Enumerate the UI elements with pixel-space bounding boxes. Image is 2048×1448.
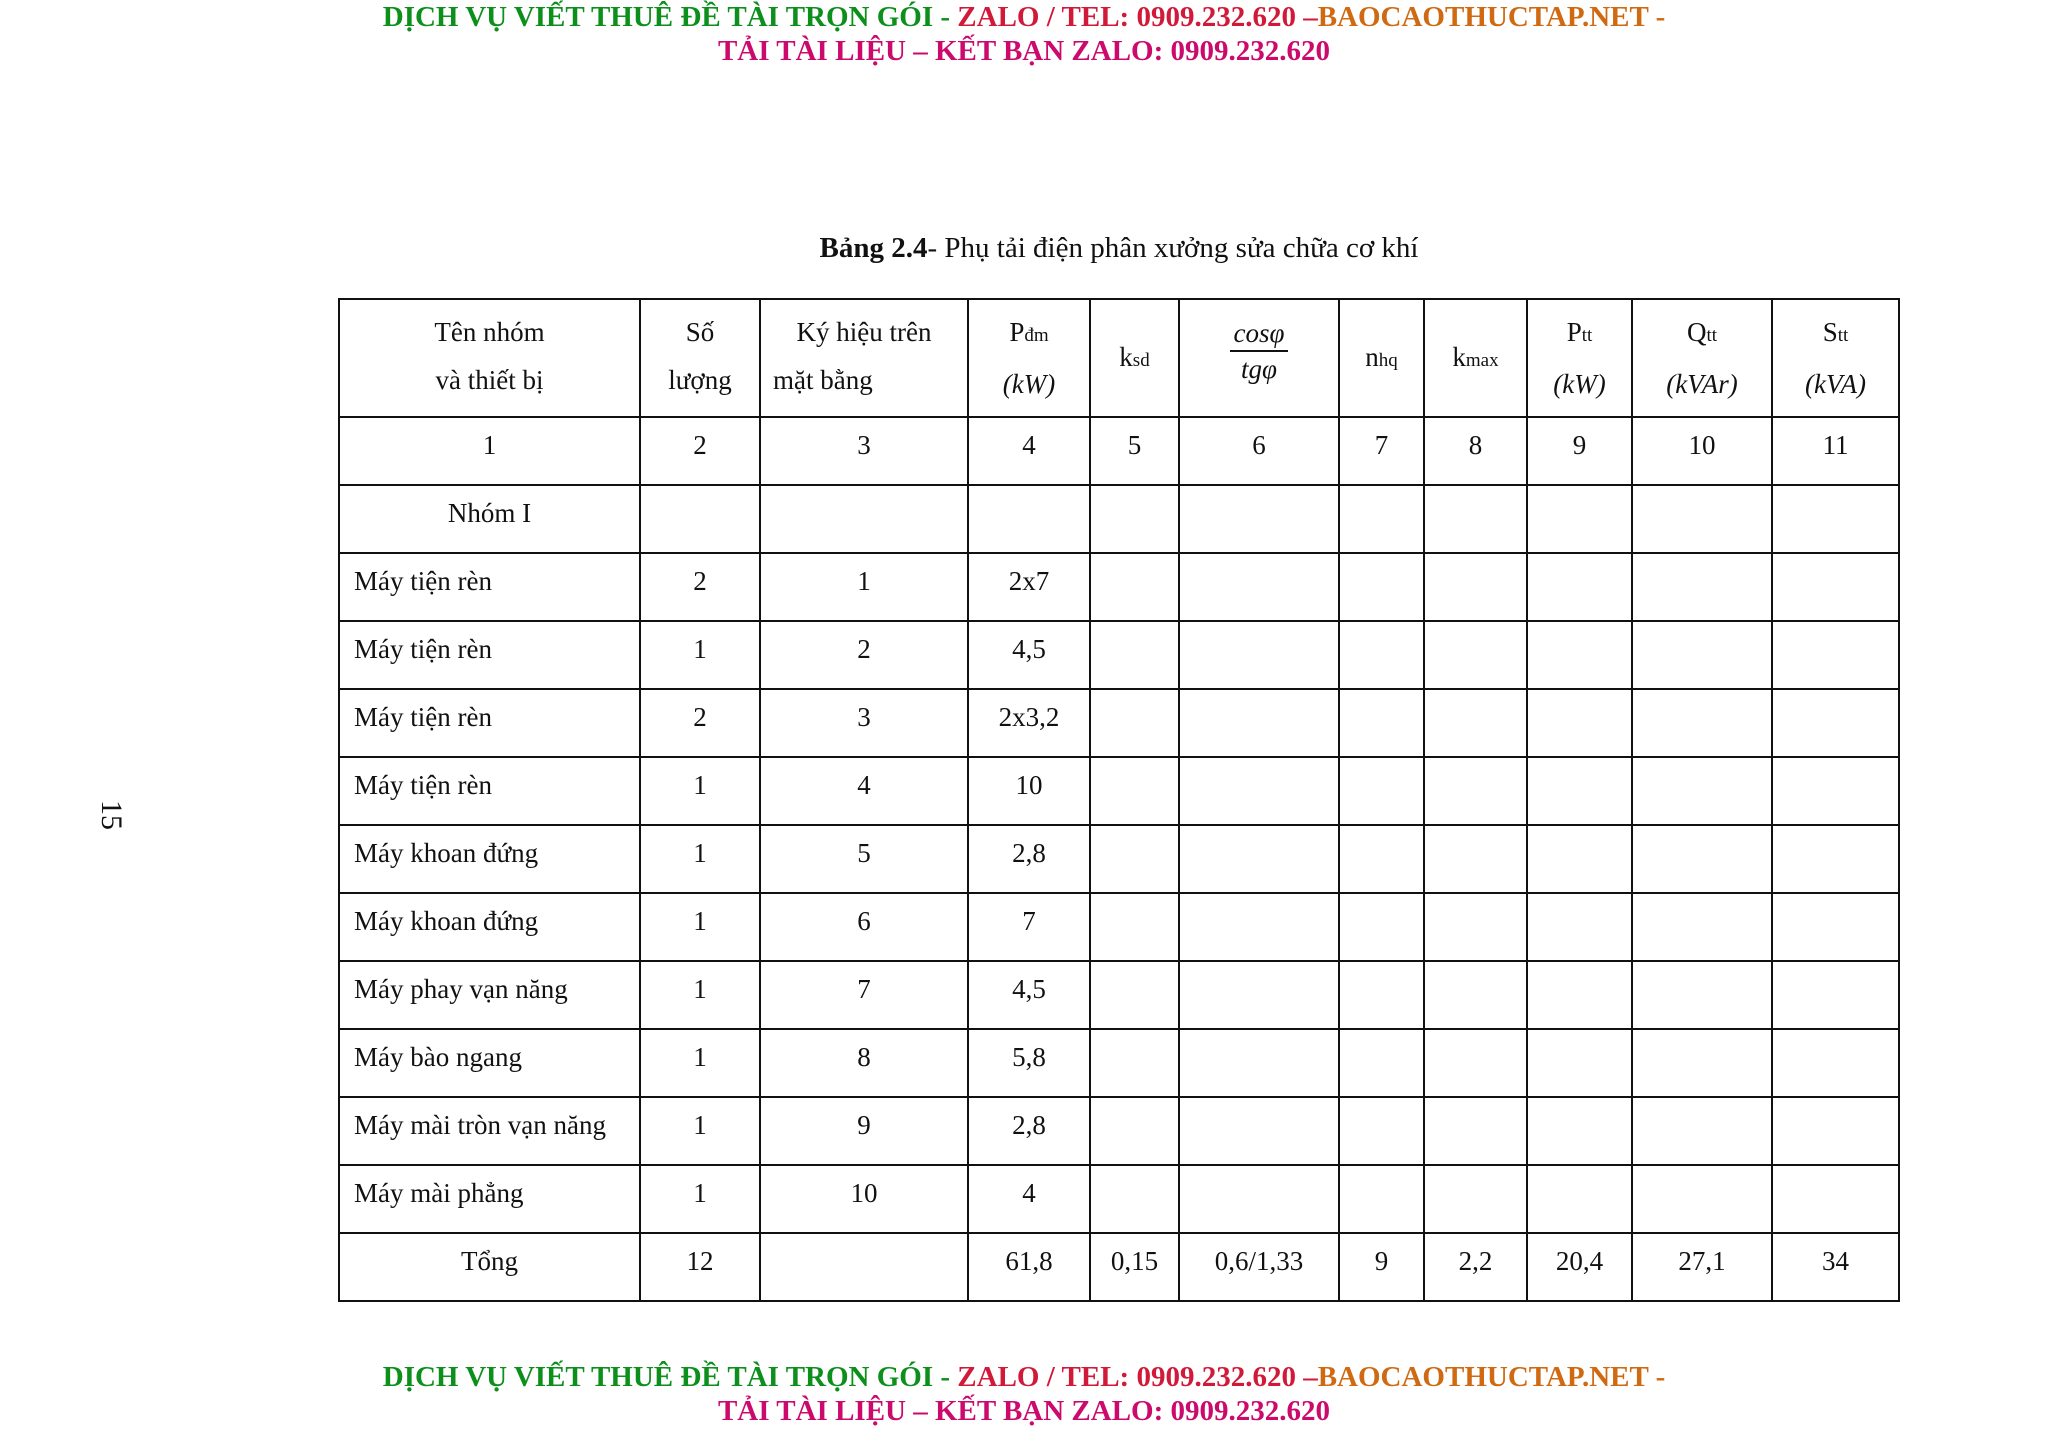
col-num-6: 6 — [1179, 417, 1339, 485]
col-num-3: 3 — [760, 417, 968, 485]
empty-cell — [1339, 825, 1424, 893]
device-power: 2x7 — [968, 553, 1090, 621]
header-rated-power: Pđm (kW) — [968, 299, 1090, 417]
empty-cell — [1772, 961, 1899, 1029]
footer-banner — [0, 1360, 2048, 1428]
header-banner — [0, 0, 2048, 68]
col-num-4: 4 — [968, 417, 1090, 485]
header-stt: Stt (kVA) — [1772, 299, 1899, 417]
empty-cell — [1179, 825, 1339, 893]
empty-cell — [1527, 757, 1632, 825]
empty-cell — [1339, 757, 1424, 825]
empty-cell — [1424, 553, 1527, 621]
col-num-9: 9 — [1527, 417, 1632, 485]
device-name: Máy tiện rèn — [339, 621, 640, 689]
device-name: Máy phay vạn năng — [339, 961, 640, 1029]
total-power: 61,8 — [968, 1233, 1090, 1301]
banner-site-text: BAOCAOTHUCTAP.NET - — [1317, 1, 1666, 33]
col-num-11: 11 — [1772, 417, 1899, 485]
empty-cell — [1772, 893, 1899, 961]
empty-cell — [1772, 689, 1899, 757]
empty-cell — [1179, 961, 1339, 1029]
device-name: Máy tiện rèn — [339, 757, 640, 825]
empty-cell — [1339, 893, 1424, 961]
empty-cell — [1090, 1029, 1179, 1097]
device-power: 2x3,2 — [968, 689, 1090, 757]
group-label: Nhóm I — [339, 485, 640, 553]
col-num-2: 2 — [640, 417, 760, 485]
empty-cell — [1339, 1165, 1424, 1233]
empty-cell — [1632, 1029, 1772, 1097]
empty-cell — [1179, 1165, 1339, 1233]
header-group-name: Tên nhóm và thiết bị — [339, 299, 640, 417]
empty-cell — [1424, 961, 1527, 1029]
device-qty: 2 — [640, 553, 760, 621]
device-power: 5,8 — [968, 1029, 1090, 1097]
total-ksd: 0,15 — [1090, 1233, 1179, 1301]
col-num-1: 1 — [339, 417, 640, 485]
device-qty: 1 — [640, 621, 760, 689]
empty-cell — [1772, 553, 1899, 621]
empty-cell — [1527, 553, 1632, 621]
column-number-row — [339, 417, 1899, 485]
caption-title: - Phụ tải điện phân xưởng sửa chữa cơ khí — [927, 232, 1419, 264]
empty-cell — [1424, 621, 1527, 689]
device-symbol: 8 — [760, 1029, 968, 1097]
total-qty: 12 — [640, 1233, 760, 1301]
device-qty: 2 — [640, 689, 760, 757]
empty-cell — [1424, 893, 1527, 961]
group-row — [339, 485, 1899, 553]
table-row — [339, 757, 1899, 825]
empty-cell — [1339, 1097, 1424, 1165]
table-row — [339, 553, 1899, 621]
header-kmax: kmax — [1424, 299, 1527, 417]
device-power: 7 — [968, 893, 1090, 961]
empty-cell — [1424, 1029, 1527, 1097]
device-power: 4,5 — [968, 621, 1090, 689]
device-power: 2,8 — [968, 1097, 1090, 1165]
col-num-7: 7 — [1339, 417, 1424, 485]
empty-cell — [1772, 1029, 1899, 1097]
banner-service-text: DỊCH VỤ VIẾT THUÊ ĐỀ TÀI TRỌN GÓI - — [382, 1, 958, 33]
total-stt: 34 — [1772, 1233, 1899, 1301]
footer-phone-text: ZALO / TEL: 0909.232.620 – — [957, 1361, 1318, 1393]
header-ksd: ksd — [1090, 299, 1179, 417]
empty-cell — [1339, 621, 1424, 689]
device-qty: 1 — [640, 1165, 760, 1233]
empty-cell — [1632, 689, 1772, 757]
empty-cell — [1632, 825, 1772, 893]
empty-cell — [1632, 553, 1772, 621]
empty-cell — [1090, 757, 1179, 825]
empty-cell — [1424, 689, 1527, 757]
col-num-10: 10 — [1632, 417, 1772, 485]
empty-cell — [1179, 689, 1339, 757]
empty-cell — [1632, 1165, 1772, 1233]
table-row — [339, 1097, 1899, 1165]
empty-cell — [1090, 689, 1179, 757]
header-cos-tg: $\frac{\cos\varphi}{\text{tgφ}}$ — [1179, 299, 1339, 417]
empty-cell — [1527, 893, 1632, 961]
table-row — [339, 689, 1899, 757]
empty-cell — [1424, 1165, 1527, 1233]
total-cos-tg: 0,6/1,33 — [1179, 1233, 1339, 1301]
empty-cell — [1527, 961, 1632, 1029]
banner-line-1 — [0, 0, 2048, 34]
footer-service-text: DỊCH VỤ VIẾT THUÊ ĐỀ TÀI TRỌN GÓI - — [382, 1361, 958, 1393]
empty-cell — [1772, 621, 1899, 689]
empty-cell — [1179, 621, 1339, 689]
header-symbol: Ký hiệu trên mặt bằng — [760, 299, 968, 417]
device-qty: 1 — [640, 1097, 760, 1165]
device-qty: 1 — [640, 1029, 760, 1097]
empty-cell — [1179, 1097, 1339, 1165]
device-symbol: 5 — [760, 825, 968, 893]
header-row — [339, 299, 1899, 417]
device-symbol: 3 — [760, 689, 968, 757]
device-qty: 1 — [640, 757, 760, 825]
empty-cell — [1632, 1097, 1772, 1165]
device-symbol: 10 — [760, 1165, 968, 1233]
empty-cell — [1090, 893, 1179, 961]
total-nhq: 9 — [1339, 1233, 1424, 1301]
footer-line-2: TẢI TÀI LIỆU – KẾT BẠN ZALO: 0909.232.620 — [717, 1395, 1331, 1427]
footer-site-text: BAOCAOTHUCTAP.NET - — [1317, 1361, 1666, 1393]
device-name: Máy khoan đứng — [339, 825, 640, 893]
empty-cell — [1527, 1029, 1632, 1097]
total-row — [339, 1233, 1899, 1301]
empty-cell — [1090, 825, 1179, 893]
device-qty: 1 — [640, 961, 760, 1029]
empty-cell — [1424, 1097, 1527, 1165]
banner-phone-text: ZALO / TEL: 0909.232.620 – — [957, 1, 1318, 33]
device-power: 4,5 — [968, 961, 1090, 1029]
empty-cell — [1772, 825, 1899, 893]
total-symbol — [760, 1233, 968, 1301]
device-power: 10 — [968, 757, 1090, 825]
empty-cell — [1179, 1029, 1339, 1097]
header-quantity: Số lượng — [640, 299, 760, 417]
total-kmax: 2,2 — [1424, 1233, 1527, 1301]
empty-cell — [1179, 893, 1339, 961]
total-ptt: 20,4 — [1527, 1233, 1632, 1301]
empty-cell — [1090, 1165, 1179, 1233]
empty-cell — [1527, 1097, 1632, 1165]
empty-cell — [1527, 1165, 1632, 1233]
empty-cell — [1339, 689, 1424, 757]
empty-cell — [1090, 961, 1179, 1029]
empty-cell — [1632, 961, 1772, 1029]
device-symbol: 1 — [760, 553, 968, 621]
total-qtt: 27,1 — [1632, 1233, 1772, 1301]
col-num-5: 5 — [1090, 417, 1179, 485]
load-table — [338, 298, 1900, 1302]
device-name: Máy bào ngang — [339, 1029, 640, 1097]
device-qty: 1 — [640, 893, 760, 961]
empty-cell — [1632, 757, 1772, 825]
table-row — [339, 961, 1899, 1029]
page-number: 15 — [95, 800, 128, 830]
device-name: Máy mài tròn vạn năng — [339, 1097, 640, 1165]
table-row — [339, 1165, 1899, 1233]
device-power: 2,8 — [968, 825, 1090, 893]
empty-cell — [1424, 825, 1527, 893]
device-symbol: 9 — [760, 1097, 968, 1165]
device-symbol: 6 — [760, 893, 968, 961]
col-num-8: 8 — [1424, 417, 1527, 485]
empty-cell — [1179, 757, 1339, 825]
empty-cell — [1179, 553, 1339, 621]
header-ptt: Ptt (kW) — [1527, 299, 1632, 417]
header-nhq: nhq — [1339, 299, 1424, 417]
device-symbol: 2 — [760, 621, 968, 689]
total-label: Tổng — [339, 1233, 640, 1301]
banner-line-2: TẢI TÀI LIỆU – KẾT BẠN ZALO: 0909.232.620 — [717, 35, 1331, 67]
empty-cell — [1090, 1097, 1179, 1165]
footer-line-1 — [0, 1360, 2048, 1394]
device-rows — [339, 553, 1899, 1233]
empty-cell — [1090, 621, 1179, 689]
empty-cell — [1339, 553, 1424, 621]
device-name: Máy tiện rèn — [339, 553, 640, 621]
empty-cell — [1527, 689, 1632, 757]
empty-cell — [1772, 1097, 1899, 1165]
empty-cell — [1527, 825, 1632, 893]
device-name: Máy tiện rèn — [339, 689, 640, 757]
empty-cell — [1527, 621, 1632, 689]
caption-label: Bảng 2.4 — [819, 232, 928, 264]
device-symbol: 7 — [760, 961, 968, 1029]
table-row — [339, 621, 1899, 689]
device-power: 4 — [968, 1165, 1090, 1233]
device-name: Máy mài phẳng — [339, 1165, 640, 1233]
empty-cell — [1424, 757, 1527, 825]
device-name: Máy khoan đứng — [339, 893, 640, 961]
table-row — [339, 1029, 1899, 1097]
empty-cell — [1339, 961, 1424, 1029]
empty-cell — [1632, 893, 1772, 961]
empty-cell — [1772, 1165, 1899, 1233]
table-row — [339, 893, 1899, 961]
device-symbol: 4 — [760, 757, 968, 825]
table-caption — [0, 232, 2048, 265]
device-qty: 1 — [640, 825, 760, 893]
empty-cell — [1339, 1029, 1424, 1097]
table-row — [339, 825, 1899, 893]
empty-cell — [1772, 757, 1899, 825]
empty-cell — [1090, 553, 1179, 621]
empty-cell — [1632, 621, 1772, 689]
header-qtt: Qtt (kVAr) — [1632, 299, 1772, 417]
